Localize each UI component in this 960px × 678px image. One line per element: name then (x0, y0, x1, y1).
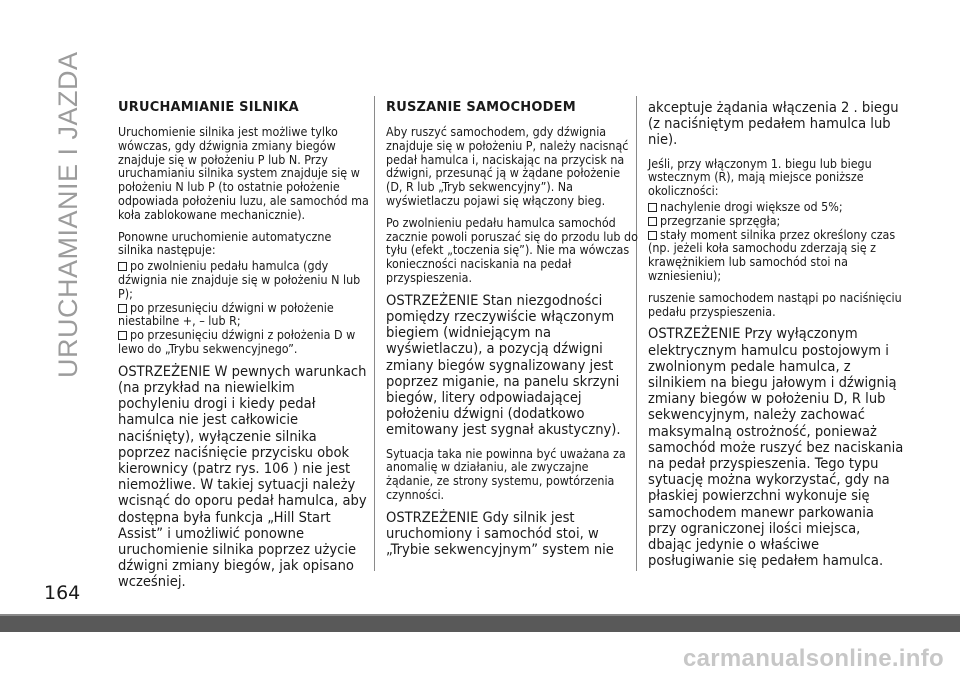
list-item: nachylenie drogi większe od 5%; (648, 200, 906, 214)
list-item: po zwolnieniu pedału hamulca (gdy dźwignia nie znajduje się w położeniu N lub P); (118, 258, 361, 301)
section-heading: RUSZANIE SAMOCHODEM (386, 100, 576, 115)
checkbox-bullet-icon (648, 217, 657, 226)
warning-continued-text: akceptuje żądania włączenia 2 . biegu (z naciśniętym pedałem hamulca lub nie). (648, 99, 899, 149)
paragraph: Sytuacja taka nie powinna być uważana za anomalię w działaniu, ale zwyczajne żądanie, ze strony systemu, powtórzenia czynności. (386, 445, 626, 502)
column-divider (374, 96, 375, 571)
list-item: po przesunięciu dźwigni z położenia D w lewo do „Trybu sekwencyjnego”. (118, 327, 356, 356)
checkbox-bullet-icon (648, 231, 657, 240)
checkbox-bullet-icon (118, 331, 127, 340)
column-starting-engine (118, 100, 370, 599)
list-item: po przesunięciu dźwigni w położenie niestabilne +, – lub R; (118, 299, 334, 329)
warning-text: OSTRZEŻENIE Przy wyłączonym elektrycznym hamulcu postojowym i zwolnionym pedale hamulca, z silnikiem na biegu jałowym i dźwignią zmiany biegów w położeniu D, R lub sekwencyjnym, należy zachować maksymalną ostrożność, ponieważ samochód może ruszyć bez naciskania na pedał przyspieszenia. Tego typu sytuację można wykorzystać, gdy na płaskiej powierzchni wykonuje się samochodem manewr parkowania przy ograniczonej ilości miejsca, dbając jedynie o właściwe posługiwanie się pedałem hamulca. (648, 325, 904, 570)
watermark: carmanualsonline.info (682, 645, 944, 672)
bullet-list (648, 200, 906, 283)
checkbox-bullet-icon (648, 203, 657, 212)
paragraph: Ponowne uruchomienie automatyczne silnika następuje: (118, 228, 332, 258)
paragraph: Aby ruszyć samochodem, gdy dźwignia znajduje się w położeniu P, należy nacisnąć pedał hamulca i, naciskając na przycisk na dźwigni, przesunąć ją w żądane położenie (D, R lub „Tryb sekwencyjny”). Na wyświetlaczu pojawi się włączony bieg. (386, 124, 629, 208)
list-item: przegrzanie sprzęgła; (648, 214, 906, 228)
bullet-list (118, 259, 370, 356)
warning-text: OSTRZEŻENIE W pewnych warunkach (na przykład na niewielkim pochyleniu drogi i kiedy pedał hamulca nie jest całkowicie naciśnięty), wyłączenie silnika poprzez naciśnięcie przycisku obok kierownicy (patrz rys. 106 ) nie jest niemożliwe. W takiej sytuacji należy wcisnąć do oporu pedał hamulca, aby dostępna była funkcja „Hill Start Assist” i umożliwić ponowne uruchomienie silnika poprzez użycie dźwigni zmiany biegów, jak opisano wcześniej. (118, 362, 367, 591)
section-heading: URUCHAMIANIE SILNIKA (118, 100, 299, 115)
list-item: stały moment silnika przez określony czas (np. jeżeli koła samochodu zderzają się z krawężnikiem lub samochód stoi na wzniesieniu); (648, 226, 896, 283)
column-driving-off (386, 100, 638, 566)
page-number: 164 (44, 582, 81, 604)
paragraph: ruszenie samochodem nastąpi po naciśnięciu pedału przyspieszenia. (648, 289, 902, 319)
paragraph: Uruchomienie silnika jest możliwe tylko wówczas, gdy dźwignia zmiany biegów znajduje się w położeniu P lub N. Przy uruchamianiu silnika system znajduje się w położeniu N lub P (to ostatnie położenie odpowiada położeniu luzu, ale samochód ma koła zablokowane mechanicznie). (118, 124, 369, 222)
footer-band (0, 614, 960, 632)
warning-text: OSTRZEŻENIE Gdy silnik jest uruchomiony i samochód stoi, w „Trybie sekwencyjnym” system nie (386, 508, 614, 559)
paragraph: Po zwolnieniu pedału hamulca samochód zacznie powoli poruszać się do przodu lub do tyłu (efekt „toczenia się”). Nie ma wówczas konieczności naciskania na pedał przyspieszenia. (386, 214, 638, 285)
paragraph: Jeśli, przy włączonym 1. biegu lub biegu wstecznym (R), mają miejsce poniższe okoliczności: (648, 155, 872, 199)
warning-text: OSTRZEŻENIE Stan niezgodności pomiędzy rzeczywiście włączonym biegiem (widniejącym na wyświetlaczu), a pozycją dźwigni zmiany biegów sygnalizowany jest poprzez miganie, na panelu skrzyni biegów, litery odpowiadającej położeniu dźwigni (dodatkowo emitowany jest sygnał akustyczny). (386, 291, 621, 439)
section-side-title: URUCHAMIANIE I JAZDA (53, 51, 83, 378)
checkbox-bullet-icon (118, 262, 127, 271)
column-continued (648, 100, 906, 577)
checkbox-bullet-icon (118, 304, 127, 313)
